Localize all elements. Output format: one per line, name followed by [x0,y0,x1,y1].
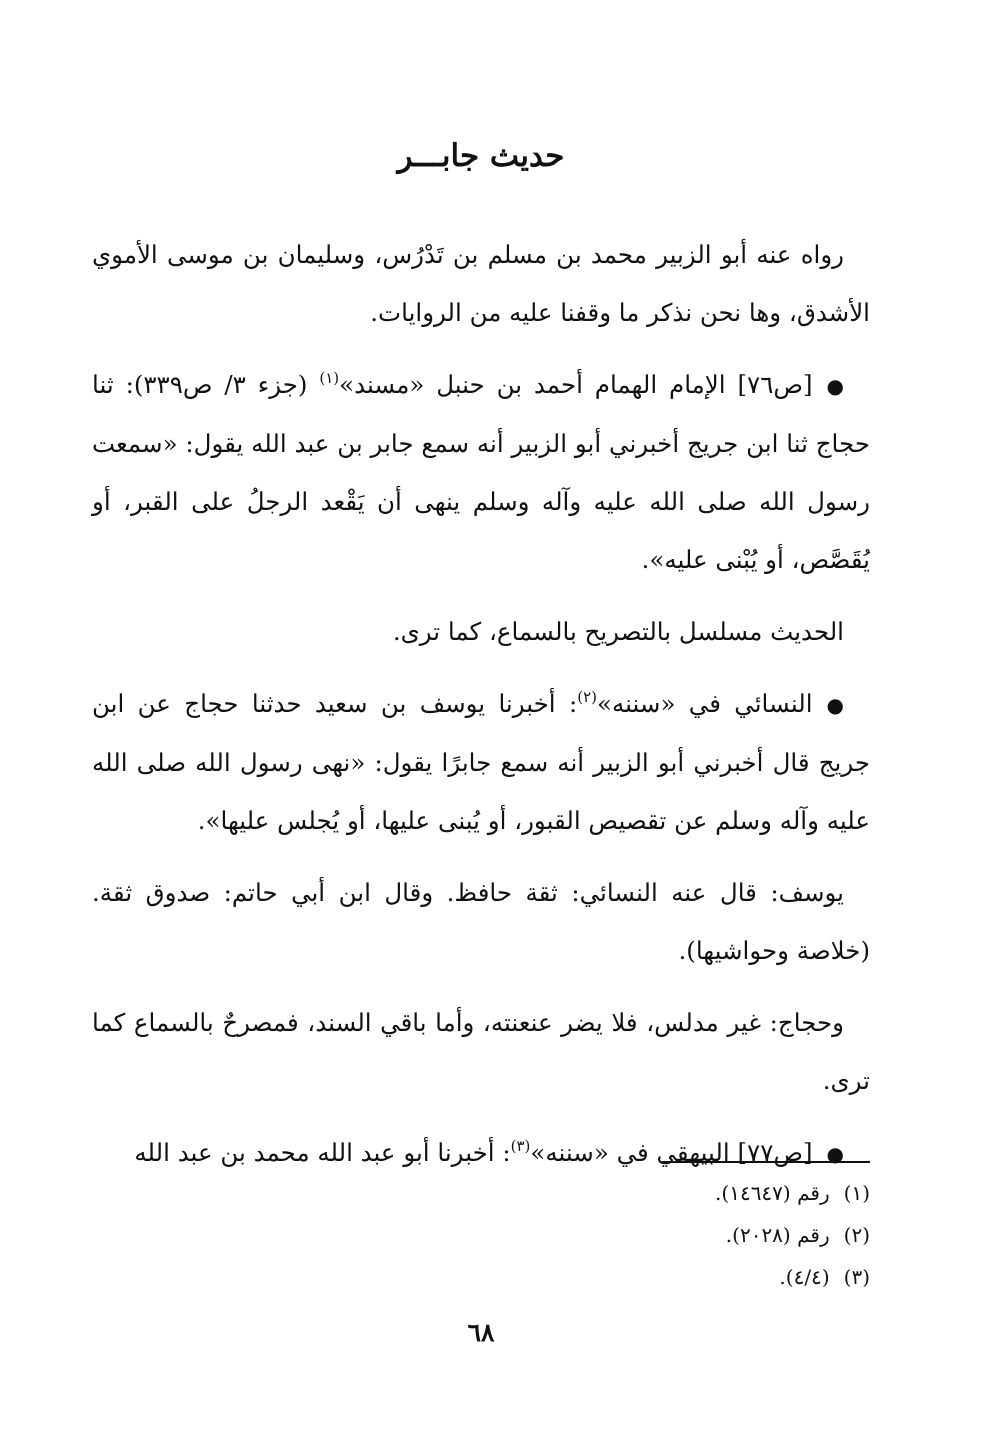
book-page [92,0,870,1455]
footnote-ref: (١) [319,369,340,387]
bullet-icon: ● [826,693,844,717]
footnote-ref: (٣) [510,1137,531,1155]
paragraph-text: [ص٧٦] الإمام الهمام أحمد بن حنبل «مسند» [339,370,813,399]
paragraph-nasai [92,675,870,850]
footnote-text: (٤/٤). [779,1265,830,1289]
footnote-ref: (٢) [577,688,598,706]
footnote-number: (١) [843,1181,870,1205]
paragraph-text: : أخبرنا أبو عبد الله محمد بن عبد الله [134,1138,511,1167]
bullet-icon: ● [826,1142,844,1166]
page-number: ٦٨ [467,1318,495,1347]
paragraph-text: النسائي في «سننه» [597,689,813,718]
footnote-item [92,1172,870,1214]
paragraph-musnad [92,356,870,589]
paragraph-text: الحديث مسلسل بالتصريح بالسماع، كما ترى. [392,617,844,646]
footnote-text: رقم (١٤٦٤٧). [715,1181,830,1205]
chapter-title: حديث جابـــر [397,138,565,174]
paragraph-intro [92,226,870,342]
footnote-item [92,1256,870,1298]
paragraph-text: رواه عنه أبو الزبير محمد بن مسلم بن تَدْرُس، وسليمان بن موسى الأموي الأشدق، وها نحن نذكر ما وقفنا عليه من الروايات. [92,240,870,327]
paragraph-text: يوسف: قال عنه النسائي: ثقة حافظ. وقال ابن أبي حاتم: صدوق ثقة. (خلاصة وحواشيها). [92,878,870,965]
paragraph-yusuf [92,864,870,980]
paragraph-musalsal [92,603,870,661]
bullet-icon: ● [826,374,844,398]
footnote-item [92,1214,870,1256]
paragraph-text: وحجاج: غير مدلس، فلا يضر عنعنته، وأما باقي السند، فمصرحٌ بالسماع كما ترى. [92,1008,870,1095]
footnotes-list [92,1172,870,1298]
footnote-number: (٢) [843,1223,870,1247]
paragraph-text: : أخبرنا يوسف بن سعيد حدثنا حجاج عن ابن جريج قال أخبرني أبو الزبير أنه سمع جابرًا يقول: «نهى رسول الله صلى الله عليه وآله وسلم عن تقصيص القبور، أو يُبنى عليها، أو يُجلس عليها». [92,689,870,835]
paragraph-hajjaj [92,994,870,1110]
footnote-number: (٣) [843,1265,870,1289]
footnote-divider [662,1161,870,1163]
paragraph-text: (جزء ٣/ ص٣٣٩): ثنا حجاج ثنا ابن جريج أخبرني أبو الزبير أنه سمع جابر بن عبد الله يقول: «سمعت رسول الله صلى الله عليه وآله وسلم ينهى أن يَقْعد الرجلُ على القبر، أو يُقَصَّص، أو يُبْنى عليه». [92,370,870,574]
paragraph-text: [ص٧٧] البيهقي في «سننه» [530,1138,813,1167]
footnote-text: رقم (٢٠٢٨). [725,1223,830,1247]
main-text [92,226,870,1197]
